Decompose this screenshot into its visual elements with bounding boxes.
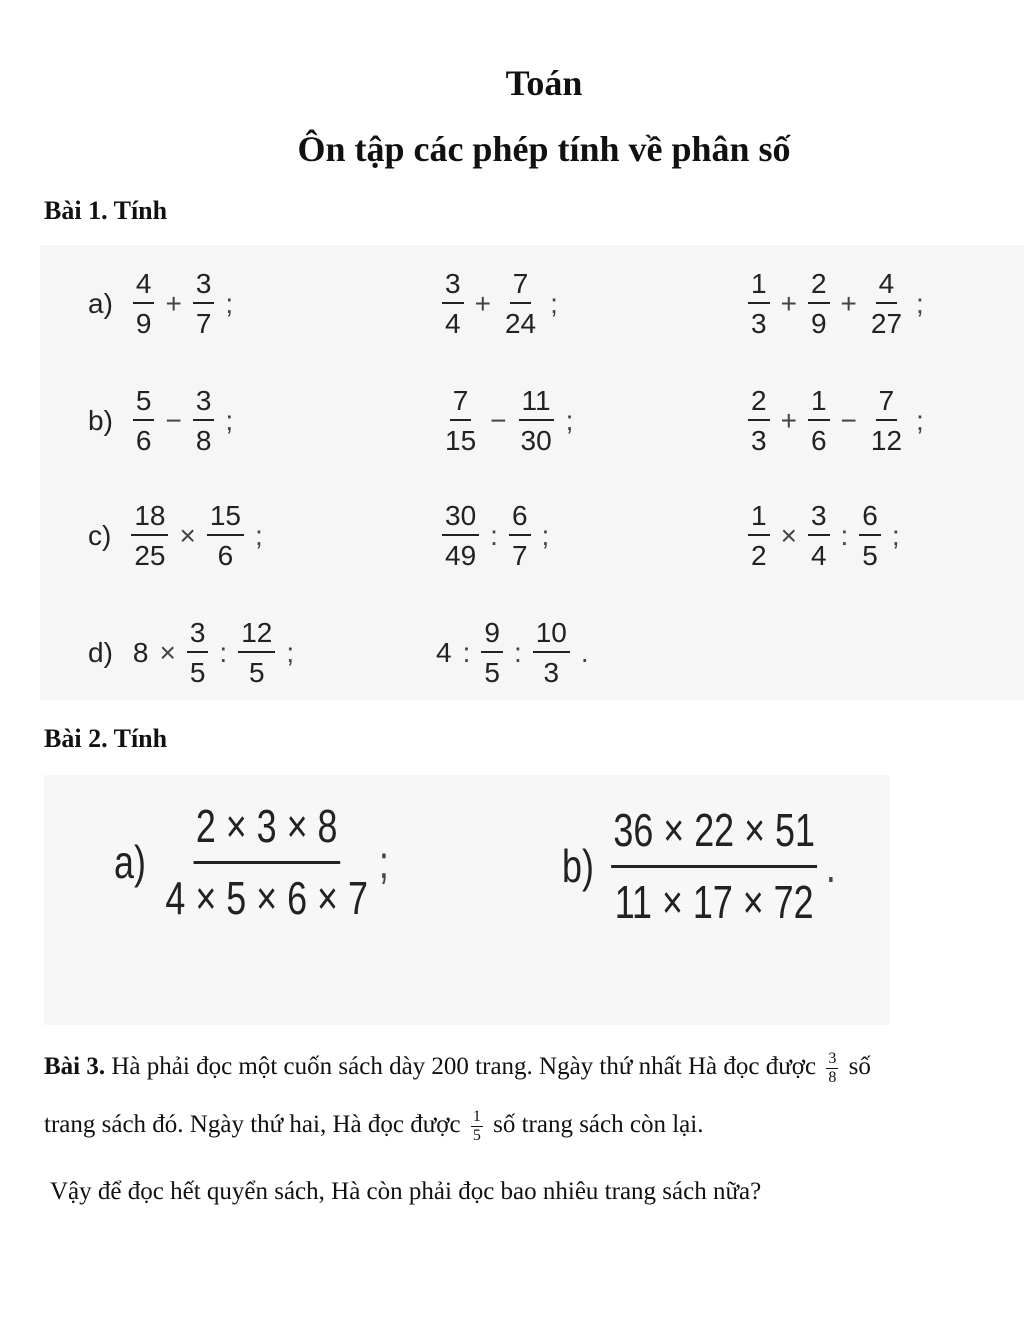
fraction: $\frac{2}{9}$ [808,268,830,340]
exercise-1b-expr-2: $\frac{7}{15}$ − $\frac{11}{30}$ ; [436,385,578,457]
fraction: $\frac{1}{5}$ [472,1108,481,1144]
fraction: $\frac{4}{9}$ [133,268,155,340]
exercise-1d-expr-2: 4 : $\frac{9}{5}$ : $\frac{10}{3}$ . [436,617,589,689]
fraction: $\frac{1}{2}$ [748,500,770,572]
fraction: $\frac{7}{24}$ [504,268,537,340]
exercise-3-question: Vậy để đọc hết quyển sách, Hà còn phải đọc bao nhiêu trang sách nữa? [50,1178,762,1205]
item-label: d) [88,637,113,669]
exercise-1a-expr-2: $\frac{3}{4}$ + $\frac{7}{24}$ ; [436,268,563,340]
fraction: $\frac{4}{27}$ [870,268,903,340]
fraction: $\frac{30}{49}$ [442,500,479,572]
exercise-2b-expr: b) $\frac{36 \times 22 \times 51}{11 \times 17 \times 72}$ . [562,804,836,928]
fraction: $\frac{3}{8}$ [193,385,215,457]
item-label: b) [562,840,594,893]
fraction: $\frac{1}{6}$ [808,385,830,457]
fraction: $\frac{36 \times 22 \times 51}{11 \times 17 \times 72}$ [611,804,817,929]
fraction: $\frac{3}{7}$ [193,268,215,340]
item-label: b) [88,405,113,437]
exercise-1a-expr-3: $\frac{1}{3}$ + $\frac{2}{9}$ + $\frac{4}{27}$ ; [742,268,929,340]
fraction: $\frac{7}{12}$ [870,385,903,457]
exercise-2a-expr: a) $\frac{2 \times 3 \times 8}{4 \times 5 \times 6 \times 7}$ ; [114,800,389,924]
fraction: $\frac{10}{3}$ [533,617,570,689]
fraction: $\frac{15}{6}$ [207,500,244,572]
item-label: c) [88,520,112,552]
exercise-1b-expr-3: $\frac{2}{3}$ + $\frac{1}{6}$ − $\frac{7}{12}$ ; [742,385,929,457]
exercise-1a-expr-1: a) $\frac{4}{9}$ + $\frac{3}{7}$ ; [88,268,234,340]
fraction: $\frac{18}{25}$ [131,500,168,572]
fraction: $\frac{9}{5}$ [481,617,503,689]
fraction: $\frac{3}{8}$ [828,1050,837,1086]
fraction: $\frac{12}{5}$ [238,617,275,689]
fraction: $\frac{2}{3}$ [748,385,770,457]
item-label: a) [88,288,113,320]
lesson-title: Ôn tập các phép tính về phân số [297,129,791,169]
fraction: $\frac{6}{7}$ [509,500,531,572]
exercise-3-label: Bài 3. [44,1052,106,1080]
exercise-1d-expr-1: d) 8 × $\frac{3}{5}$ : $\frac{12}{5}$ ; [88,617,295,689]
exercise-3-line-1: Bài 3. Hà phải đọc một cuốn sách dày 200 trang. Ngày thứ nhất Hà đọc được $\frac{3}{8}$ số [44,1050,871,1086]
fraction: $\frac{2 \times 3 \times 8}{4 \times 5 \times 6 \times 7}$ [165,800,368,924]
exercise-1c-expr-1: c) $\frac{18}{25}$ × $\frac{15}{6}$ ; [88,500,263,572]
fraction: $\frac{5}{6}$ [133,385,155,457]
exercise-3-line-2: trang sách đó. Ngày thứ hai, Hà đọc được $\frac{1}{5}$ số trang sách còn lại. [44,1108,704,1144]
subject-title: Toán [505,63,583,103]
exercise-1-heading: Bài 1. Tính [44,196,168,225]
item-label: a) [114,836,146,889]
fraction: $\frac{11}{30}$ [520,385,552,457]
exercise-1c-expr-3: $\frac{1}{2}$ × $\frac{3}{4}$ : $\frac{6}{5}$ ; [742,500,905,572]
exercise-2-heading: Bài 2. Tính [44,724,168,753]
fraction: $\frac{7}{15}$ [445,385,477,457]
fraction: $\frac{3}{4}$ [808,500,830,572]
fraction: $\frac{3}{4}$ [442,268,464,340]
exercise-1c-expr-2: $\frac{30}{49}$ : $\frac{6}{7}$ ; [436,500,554,572]
exercise-1b-expr-1: b) $\frac{5}{6}$ − $\frac{3}{8}$ ; [88,385,234,457]
fraction: $\frac{1}{3}$ [748,268,770,340]
fraction: $\frac{3}{5}$ [187,617,209,689]
fraction: $\frac{6}{5}$ [859,500,881,572]
